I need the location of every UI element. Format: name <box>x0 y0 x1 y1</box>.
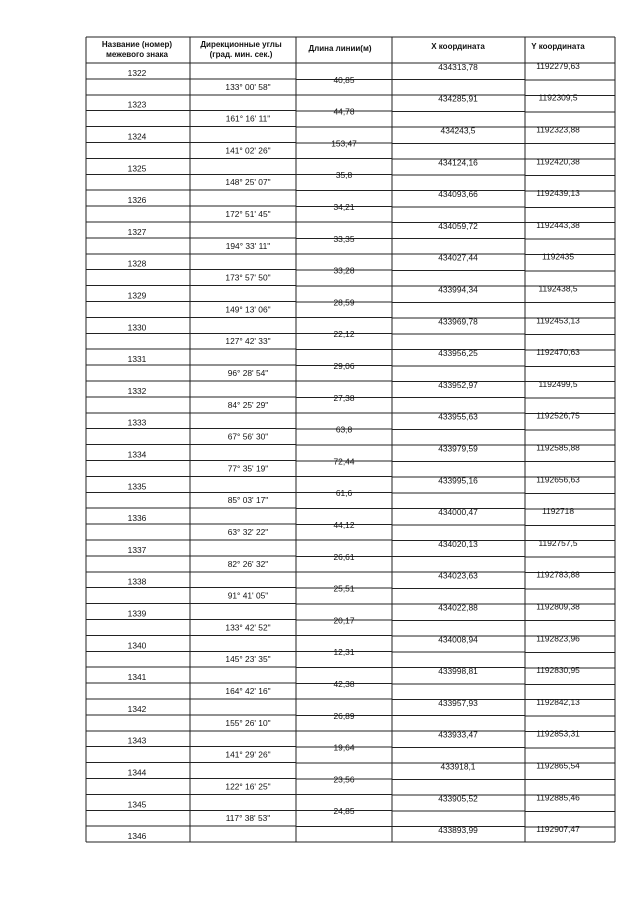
x-coordinate: 434059,72 <box>438 220 478 231</box>
direction-angle: 117° 38' 53" <box>225 813 271 824</box>
x-coordinate: 433905,52 <box>438 793 478 804</box>
point-name: 1329 <box>127 290 147 301</box>
x-coordinate: 433995,16 <box>438 475 478 486</box>
line-length: 12,31 <box>333 647 355 658</box>
line-length: 24,85 <box>333 806 355 817</box>
point-name: 1322 <box>127 67 147 78</box>
direction-angle: 141° 02' 26" <box>225 145 271 156</box>
line-length: 25,51 <box>333 583 355 594</box>
y-coordinate: 1192420,38 <box>536 156 580 167</box>
line-length: 26,61 <box>333 551 355 562</box>
point-name: 1344 <box>127 767 147 778</box>
line-length: 33,28 <box>333 265 355 276</box>
line-length: 34,21 <box>333 201 355 212</box>
y-coordinate: 1192718 <box>542 506 574 517</box>
point-name: 1340 <box>127 640 147 651</box>
y-coordinate: 1192453,13 <box>536 315 580 326</box>
y-coordinate: 1192853,31 <box>536 728 580 739</box>
point-name: 1327 <box>127 226 147 237</box>
x-coordinate: 434313,78 <box>438 61 478 72</box>
direction-angle: 85° 03' 17" <box>227 495 269 506</box>
direction-angle: 122° 16' 25" <box>225 781 271 792</box>
table-body <box>128 61 580 841</box>
line-length: 42,38 <box>333 678 355 689</box>
line-length: 40,85 <box>333 74 355 85</box>
point-name: 1345 <box>127 799 147 810</box>
direction-angle: 133° 42' 52" <box>225 622 271 633</box>
x-coordinate: 433933,47 <box>438 729 478 740</box>
y-coordinate: 1192438,5 <box>538 283 578 294</box>
y-coordinate: 1192842,13 <box>536 696 580 707</box>
y-coordinate: 1192757,5 <box>538 537 578 548</box>
point-name: 1324 <box>127 131 147 142</box>
y-coordinate: 1192865,54 <box>536 760 580 771</box>
line-length: 44,78 <box>333 106 355 117</box>
table-header <box>102 40 585 59</box>
x-coordinate: 433969,78 <box>438 316 478 327</box>
y-coordinate: 1192470,63 <box>536 347 580 358</box>
line-length: 35,8 <box>335 170 353 181</box>
point-name: 1325 <box>127 163 147 174</box>
header-x-coordinate: X координата <box>431 42 485 51</box>
y-coordinate: 1192499,5 <box>538 378 578 389</box>
direction-angle: 63° 32' 22" <box>227 526 269 537</box>
direction-angle: 161° 16' 11" <box>225 113 271 124</box>
x-coordinate: 434124,16 <box>438 157 478 168</box>
direction-angle: 77° 35' 19" <box>227 463 269 474</box>
y-coordinate: 1192907,47 <box>536 824 580 835</box>
x-coordinate: 434000,47 <box>438 507 478 518</box>
y-coordinate: 1192823,96 <box>536 633 580 644</box>
point-name: 1339 <box>127 608 147 619</box>
direction-angle: 127° 42' 33" <box>225 336 271 347</box>
line-length: 23,56 <box>333 774 355 785</box>
point-name: 1332 <box>127 385 147 396</box>
y-coordinate: 1192809,38 <box>536 601 580 612</box>
direction-angle: 172° 51' 45" <box>225 208 271 219</box>
line-length: 33,35 <box>333 233 355 244</box>
x-coordinate: 434285,91 <box>438 93 478 104</box>
line-length: 29,06 <box>333 360 355 371</box>
y-coordinate: 1192443,38 <box>536 219 580 230</box>
y-coordinate: 1192526,75 <box>536 410 580 421</box>
line-length: 22,12 <box>333 329 355 340</box>
direction-angle: 173° 57' 50" <box>225 272 271 283</box>
x-coordinate: 434008,94 <box>438 634 478 645</box>
x-coordinate: 434093,66 <box>438 189 478 200</box>
point-name: 1346 <box>127 831 147 842</box>
x-coordinate: 433957,93 <box>438 697 478 708</box>
x-coordinate: 433956,25 <box>438 348 478 359</box>
header-angle-line2: (град. мин. сек.) <box>209 50 273 59</box>
y-coordinate: 1192885,46 <box>536 792 580 803</box>
x-coordinate: 434023,63 <box>438 570 478 581</box>
header-name-line1: Название (номер) <box>101 40 173 49</box>
direction-angle: 148° 25' 07" <box>225 177 271 188</box>
x-coordinate: 434020,13 <box>438 538 478 549</box>
x-coordinate: 433955,63 <box>438 411 478 422</box>
direction-angle: 91° 41' 05" <box>227 590 269 601</box>
line-length: 28,59 <box>333 297 355 308</box>
direction-angle: 145° 23' 35" <box>225 654 271 665</box>
line-length: 153,47 <box>331 138 357 149</box>
line-length: 20,17 <box>333 615 355 626</box>
y-coordinate: 1192279,63 <box>536 60 580 71</box>
point-name: 1326 <box>127 195 147 206</box>
y-coordinate: 1192783,88 <box>536 569 580 580</box>
direction-angle: 141° 29' 26" <box>225 749 271 760</box>
x-coordinate: 434243,5 <box>440 125 476 136</box>
point-name: 1341 <box>127 672 147 683</box>
x-coordinate: 434022,88 <box>438 602 478 613</box>
point-name: 1336 <box>127 513 147 524</box>
point-name: 1337 <box>127 544 147 555</box>
header-y-coordinate: Y координата <box>531 42 585 51</box>
y-coordinate: 1192439,13 <box>536 188 580 199</box>
y-coordinate: 1192435 <box>542 251 574 262</box>
x-coordinate: 433979,59 <box>438 443 478 454</box>
direction-angle: 164° 42' 16" <box>225 685 271 696</box>
x-coordinate: 433918,1 <box>440 761 476 772</box>
point-name: 1330 <box>127 322 147 333</box>
line-length: 63,8 <box>335 424 353 435</box>
point-name: 1333 <box>127 417 147 428</box>
line-length: 61,6 <box>335 488 353 499</box>
header-name-line2: межевого знака <box>105 50 169 59</box>
point-name: 1342 <box>127 703 147 714</box>
direction-angle: 67° 56' 30" <box>227 431 269 442</box>
header-length: Длина линии(м) <box>308 44 372 53</box>
direction-angle: 82° 26' 32" <box>227 558 269 569</box>
direction-angle: 133° 00' 58" <box>225 81 271 92</box>
point-name: 1334 <box>127 449 147 460</box>
line-length: 72,44 <box>333 456 355 467</box>
direction-angle: 155° 26' 10" <box>225 717 271 728</box>
direction-angle: 96° 28' 54" <box>227 367 269 378</box>
point-name: 1338 <box>127 576 147 587</box>
direction-angle: 194° 33' 11" <box>225 240 271 251</box>
direction-angle: 149° 13' 06" <box>225 304 271 315</box>
point-name: 1335 <box>127 481 147 492</box>
line-length: 19,64 <box>333 742 355 753</box>
point-name: 1323 <box>127 99 147 110</box>
x-coordinate: 433994,34 <box>438 284 478 295</box>
line-length: 26,89 <box>333 710 355 721</box>
line-length: 27,38 <box>333 392 355 403</box>
y-coordinate: 1192656,63 <box>536 474 580 485</box>
y-coordinate: 1192309,5 <box>538 92 578 103</box>
line-length: 44,12 <box>333 519 355 530</box>
header-angle-line1: Дирекционные углы <box>200 40 282 49</box>
point-name: 1343 <box>127 735 147 746</box>
x-coordinate: 433952,97 <box>438 379 478 390</box>
point-name: 1328 <box>127 258 147 269</box>
x-coordinate: 433998,81 <box>438 666 478 677</box>
x-coordinate: 433893,99 <box>438 825 478 836</box>
y-coordinate: 1192830,95 <box>536 665 580 676</box>
x-coordinate: 434027,44 <box>438 252 478 263</box>
y-coordinate: 1192585,88 <box>536 442 580 453</box>
point-name: 1331 <box>127 354 147 365</box>
direction-angle: 84° 25' 29" <box>227 399 269 410</box>
y-coordinate: 1192323,88 <box>536 124 580 135</box>
